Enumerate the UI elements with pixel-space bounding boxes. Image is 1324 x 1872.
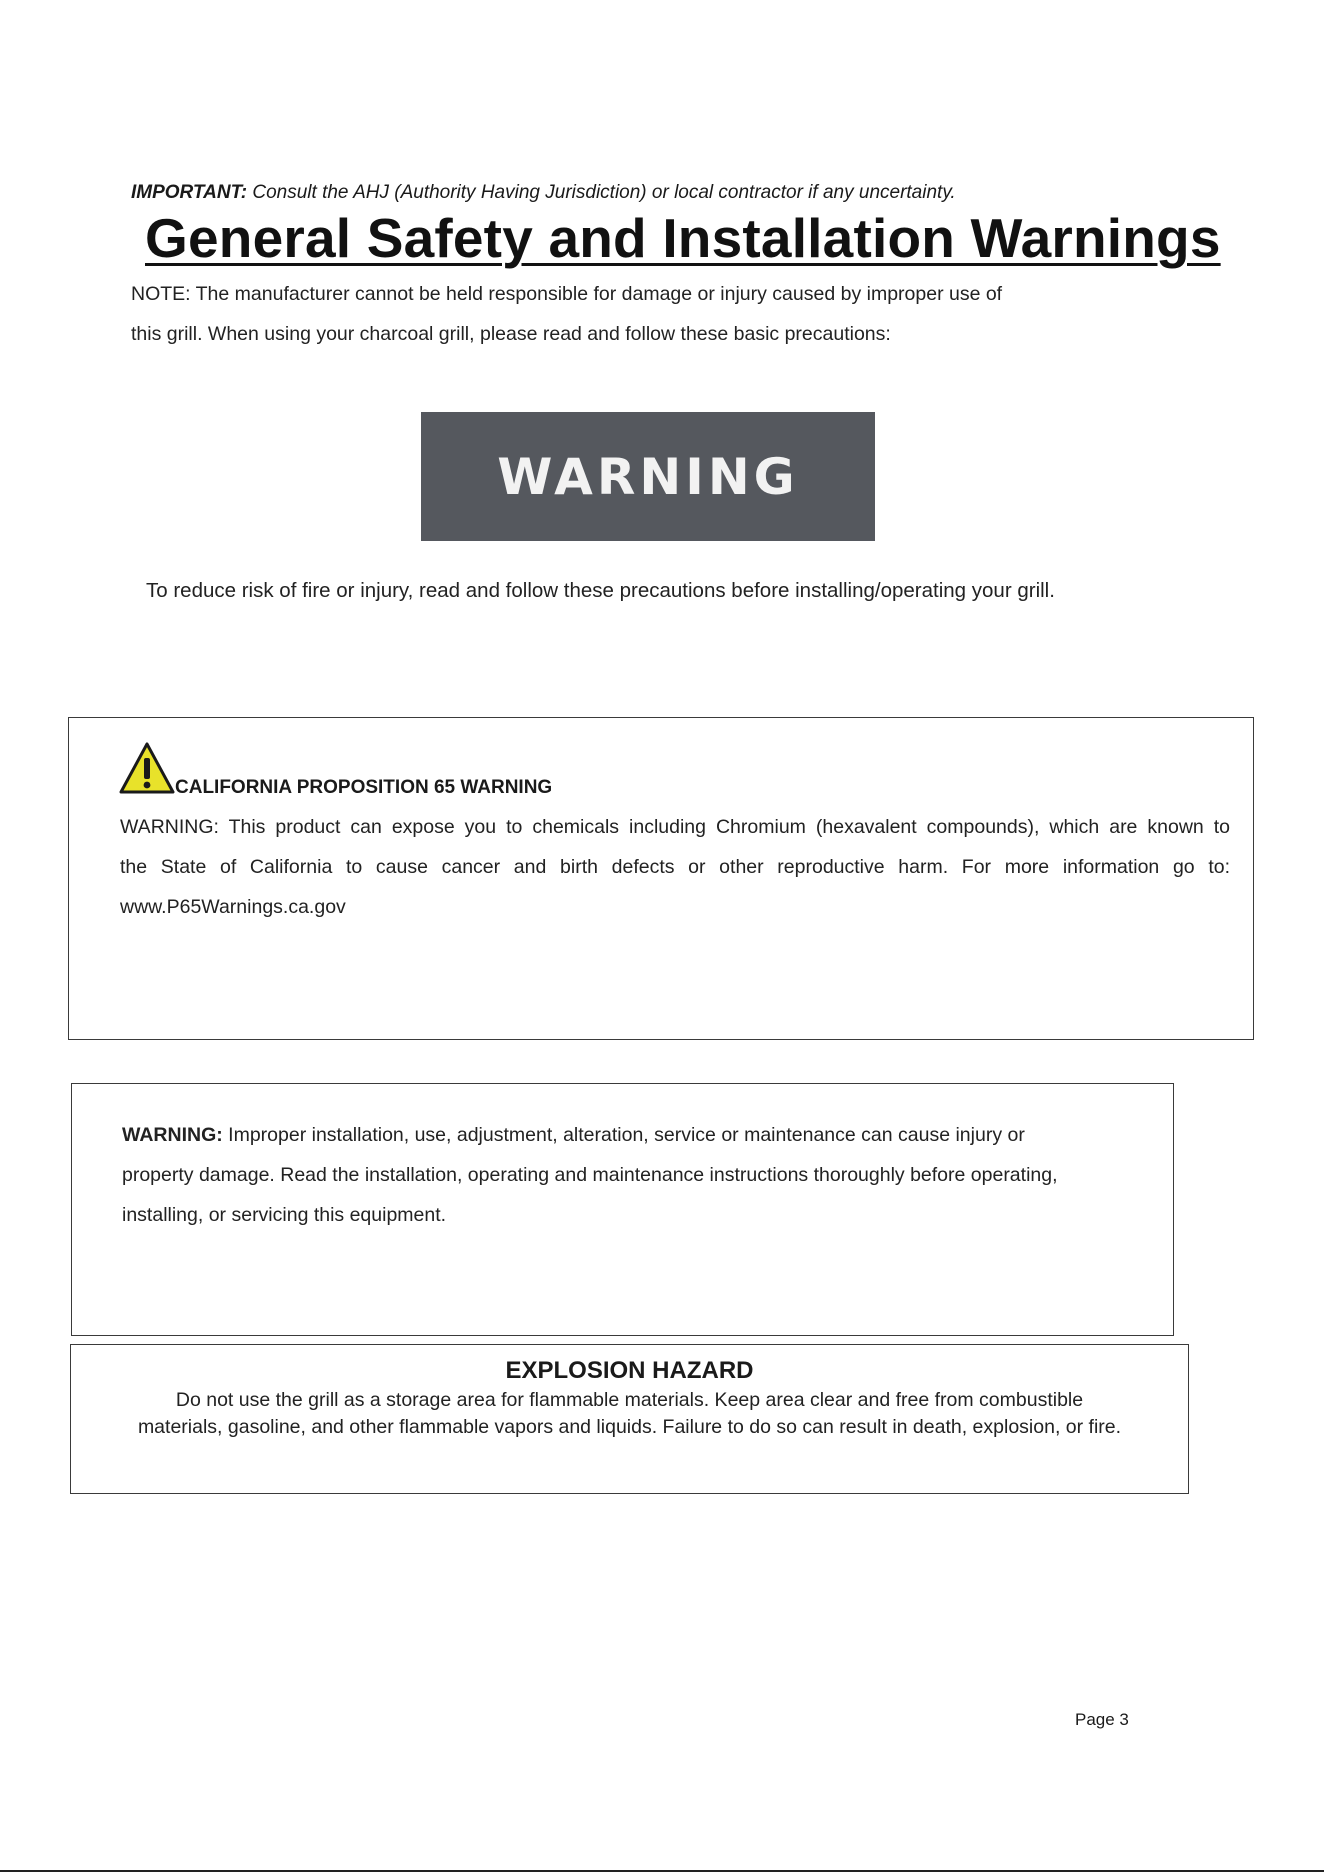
explosion-hazard-line-2: materials, gasoline, and other flammable vapors and liquids. Failure to do so can result in death, explosion, or fire. (137, 1416, 1122, 1438)
warning-banner (421, 412, 875, 541)
page-title: General Safety and Installation Warnings (145, 207, 1221, 269)
caution-triangle-icon (119, 741, 175, 795)
prop65-link: www.P65Warnings.ca.gov (120, 896, 346, 918)
installation-warning-line-2: property damage. Read the installation, operating and maintenance instructions thoroughly before operating, (122, 1164, 1058, 1186)
installation-warning-line-3: installing, or servicing this equipment. (122, 1204, 447, 1226)
warning-banner-text: WARNING (497, 447, 799, 506)
installation-warning-label: WARNING: (122, 1124, 223, 1146)
explosion-hazard-heading: EXPLOSION HAZARD (505, 1357, 754, 1384)
important-label: IMPORTANT: (131, 182, 248, 203)
prop65-line-2: the State of California to cause cancer and birth defects or other reproductive harm. For more information go to: (120, 856, 1230, 878)
prop65-line-1: WARNING: This product can expose you to chemicals including Chromium (hexavalent compounds), which are known to (120, 816, 1230, 838)
important-text: Consult the AHJ (Authority Having Jurisdiction) or local contractor if any uncertainty. (247, 182, 956, 203)
explosion-hazard-line-1: Do not use the grill as a storage area for flammable materials. Keep area clear and free from combustible (175, 1389, 1084, 1411)
installation-warning-text-1: Improper installation, use, adjustment, alteration, service or maintenance can cause injury or (222, 1124, 1025, 1146)
prop65-heading: CALIFORNIA PROPOSITION 65 WARNING (175, 777, 553, 798)
page-number: Page 3 (1075, 1710, 1129, 1729)
reduce-risk-text: To reduce risk of fire or injury, read and follow these precautions before installing/operating your grill. (146, 579, 1055, 602)
important-notice (131, 182, 956, 204)
note-line-1: NOTE: The manufacturer cannot be held responsible for damage or injury caused by improper use of (131, 283, 1003, 305)
note-line-2: this grill. When using your charcoal grill, please read and follow these basic precautions: (131, 323, 891, 345)
installation-warning-line-1 (122, 1124, 1025, 1147)
